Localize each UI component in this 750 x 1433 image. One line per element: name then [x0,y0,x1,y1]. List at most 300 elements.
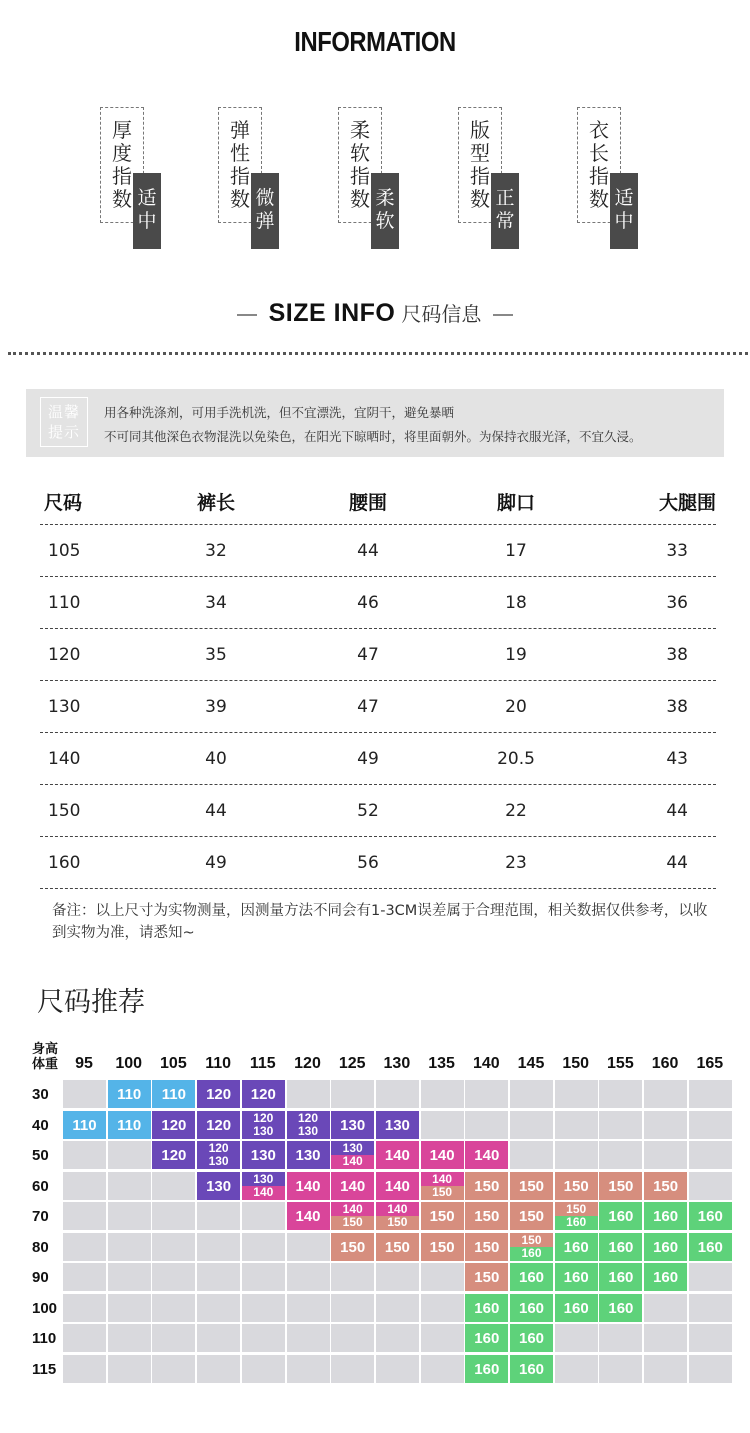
size-cell-value-bottom: 130 [297,1123,319,1138]
size-cell [152,1233,195,1261]
size-cell [108,1324,151,1352]
size-cell [331,1172,374,1200]
size-cell [197,1080,240,1108]
size-cell-value: 160 [518,1299,545,1317]
height-label: 100 [115,1055,143,1072]
size-table-cell: 130 [48,696,81,717]
size-table-cell: 47 [357,696,379,717]
weight-label: 100 [32,1299,58,1317]
size-cell-value-bottom: 130 [208,1154,229,1168]
fabric-index-item [338,107,408,247]
size-cell [421,1294,464,1322]
size-cell-value: 120 [161,1116,187,1134]
size-cell [555,1172,598,1200]
size-cell-value: 160 [518,1269,545,1286]
size-cell-value-top: 130 [342,1141,363,1155]
size-cell [510,1324,553,1352]
size-cell [689,1111,732,1139]
size-cell-value-bottom: 150 [432,1184,453,1199]
fabric-index-item [577,107,647,247]
size-cell [331,1111,374,1139]
size-cell [242,1263,285,1291]
size-cell [555,1080,598,1108]
index-value-badge: 微弹 [251,173,279,249]
weight-label: 50 [32,1147,49,1164]
size-cell [510,1263,553,1291]
size-cell-value: 130 [295,1147,321,1164]
size-cell [599,1355,642,1383]
size-cell [644,1080,687,1108]
size-cell [152,1080,195,1108]
size-table-cell: 44 [205,800,227,821]
size-table-cell: 49 [205,852,227,873]
size-cell [63,1080,106,1108]
size-cell-value: 120 [250,1086,276,1103]
size-cell-value: 160 [697,1238,723,1256]
size-cell-value-top: 140 [342,1202,363,1216]
size-cell [108,1294,151,1322]
tip-stamp: 温馨提示 [40,397,88,447]
size-table-cell: 38 [666,644,688,665]
size-cell [421,1172,464,1200]
size-cell [287,1080,330,1108]
size-cell-value: 110 [161,1086,186,1103]
size-cell [376,1294,419,1322]
size-table [40,478,716,889]
size-table-header-cell: 脚口 [496,491,535,514]
size-cell [689,1080,732,1108]
size-cell-value-top: 140 [432,1171,453,1186]
size-cell-value: 130 [384,1116,410,1134]
size-cell [644,1172,687,1200]
size-cell-value-bottom: 160 [521,1245,542,1260]
size-cell-value-top: 140 [387,1202,408,1216]
size-cell [465,1141,508,1169]
size-cell [197,1233,240,1261]
height-label: 145 [517,1055,545,1072]
size-cell-value-bottom: 150 [342,1215,363,1229]
size-cell [510,1111,553,1139]
index-name: 版型指数 [470,118,490,211]
size-cell [644,1324,687,1352]
size-table-cell: 20 [505,696,527,717]
size-table-header-cell: 尺码 [44,491,83,514]
size-cell [510,1355,553,1383]
size-cell [152,1324,195,1352]
size-cell [152,1141,195,1169]
size-cell-value: 130 [340,1116,366,1134]
size-cell [510,1080,553,1108]
size-cell [465,1355,508,1383]
care-tip-box [26,389,724,457]
size-cell [555,1111,598,1139]
size-cell-value-bottom: 150 [387,1215,408,1229]
index-value-badge: 适中 [610,173,638,249]
size-cell [197,1324,240,1352]
size-cell [63,1111,106,1139]
size-table-row [40,785,716,837]
size-info-title-en: SIZE INFO [268,299,396,327]
size-cell [510,1294,553,1322]
size-cell [108,1111,151,1139]
size-table-cell: 32 [205,540,227,561]
height-label: 115 [249,1055,276,1072]
size-cell [331,1233,374,1261]
size-table-row [40,629,716,681]
weight-label: 115 [32,1360,57,1378]
size-cell [599,1141,642,1169]
size-cell-value: 160 [608,1208,634,1225]
size-cell [108,1263,151,1291]
size-cell-value: 150 [518,1177,545,1195]
size-cell [689,1294,732,1322]
size-cell-value: 160 [608,1269,634,1286]
index-value-badge: 正常 [491,173,519,249]
size-cell [599,1202,642,1230]
size-cell [644,1111,687,1139]
size-cell [465,1263,508,1291]
size-cell [421,1111,464,1139]
size-cell [152,1172,195,1200]
size-table-cell: 23 [505,852,527,873]
size-cell-value: 160 [518,1330,545,1347]
size-cell-value: 160 [697,1208,723,1225]
size-table-cell: 44 [666,800,688,821]
size-table-cell: 47 [357,644,379,665]
size-table-row [40,733,716,785]
size-cell [63,1202,106,1230]
size-table-cell: 52 [357,800,379,821]
fabric-index-item [458,107,528,247]
corner-height-label: 身高 [32,1042,59,1057]
index-name: 厚度指数 [112,118,132,211]
size-cell [465,1202,508,1230]
size-cell [555,1233,598,1261]
index-value-badge: 柔软 [371,173,399,249]
size-table-cell: 160 [48,852,81,873]
size-cell [421,1355,464,1383]
index-name: 衣长指数 [589,118,609,211]
size-cell [376,1202,419,1230]
size-cell [242,1080,285,1108]
size-cell-value: 160 [563,1299,589,1317]
size-table-header-cell: 大腿围 [658,491,716,514]
height-label: 150 [562,1055,590,1072]
size-cell [689,1202,732,1230]
size-table-row [40,837,716,889]
size-cell [287,1324,330,1352]
size-cell [599,1111,642,1139]
size-cell-value: 160 [563,1269,589,1286]
size-cell [197,1263,240,1291]
size-table-cell: 56 [357,852,379,873]
size-cell [376,1233,419,1261]
size-cell [63,1172,106,1200]
size-cell-value: 110 [117,1116,142,1134]
size-cell-value: 110 [117,1086,142,1103]
size-cell [331,1080,374,1108]
height-label: 160 [651,1055,679,1072]
size-cell [152,1202,195,1230]
size-cell [510,1233,553,1261]
size-cell [197,1294,240,1322]
size-cell [421,1080,464,1108]
size-cell-value: 150 [653,1177,679,1195]
size-cell [376,1355,419,1383]
weight-label: 110 [32,1330,57,1347]
size-cell [689,1263,732,1291]
size-info-heading [0,298,750,328]
size-cell [599,1080,642,1108]
size-cell [376,1141,419,1169]
size-cell [197,1172,240,1200]
size-cell-value-top: 150 [521,1232,542,1247]
size-info-title-cn: 尺码信息 [401,302,482,326]
weight-label: 30 [32,1086,49,1103]
size-cell [331,1355,374,1383]
size-cell-value: 150 [474,1238,500,1256]
weight-label: 90 [32,1269,49,1286]
size-cell [376,1080,419,1108]
size-table-row [40,681,716,733]
size-cell [242,1172,285,1200]
size-cell [465,1233,508,1261]
size-cell-value: 160 [474,1330,500,1347]
size-table-cell: 38 [666,696,688,717]
height-label: 130 [383,1055,411,1072]
size-cell [63,1355,106,1383]
size-table-header-cell: 裤长 [196,491,235,514]
size-cell [331,1141,374,1169]
size-table-header-cell: 腰围 [348,491,387,514]
size-cell [689,1355,732,1383]
size-cell [376,1172,419,1200]
size-cell [242,1355,285,1383]
size-cell [108,1355,151,1383]
weight-label: 70 [32,1208,49,1225]
size-cell [689,1172,732,1200]
size-table-cell: 120 [48,644,81,665]
size-cell-value: 160 [608,1238,634,1256]
size-cell-value: 160 [608,1299,634,1317]
size-cell-value: 150 [563,1177,589,1195]
size-table-cell: 20.5 [497,748,535,769]
size-cell-value-top: 150 [566,1202,587,1216]
weight-label: 60 [32,1177,49,1195]
size-cell [644,1294,687,1322]
weight-label: 80 [32,1238,49,1256]
size-table-cell: 34 [205,592,227,613]
size-cell-value-bottom: 140 [253,1184,274,1199]
size-cell-value-top: 120 [253,1110,274,1125]
size-cell-value: 150 [474,1269,500,1286]
size-cell [108,1233,151,1261]
size-cell [242,1111,285,1139]
size-cell-value-top: 120 [208,1141,229,1155]
size-cell [599,1263,642,1291]
height-label: 135 [428,1055,455,1072]
size-cell-value: 120 [161,1147,187,1164]
size-cell [242,1324,285,1352]
height-label: 155 [607,1055,634,1072]
height-label: 110 [205,1055,231,1072]
size-cell [599,1324,642,1352]
size-cell-value: 140 [474,1147,500,1164]
size-cell-value: 150 [474,1177,500,1195]
size-cell-value: 160 [474,1360,500,1378]
size-cell-value: 140 [295,1208,321,1225]
size-cell-value: 160 [474,1299,500,1317]
size-table-cell: 35 [205,644,227,665]
size-cell [376,1263,419,1291]
size-cell-value: 160 [518,1360,545,1378]
size-cell [287,1263,330,1291]
size-cell-value: 140 [384,1147,410,1164]
height-label: 105 [160,1055,187,1072]
size-cell [197,1202,240,1230]
size-cell [510,1172,553,1200]
size-cell [63,1263,106,1291]
size-cell [242,1233,285,1261]
size-cell-value: 160 [563,1238,589,1256]
size-table-header [40,478,716,525]
size-cell [689,1141,732,1169]
size-cell-value: 150 [429,1238,455,1256]
size-cell [510,1202,553,1230]
size-table-cell: 150 [48,800,81,821]
size-cell [421,1233,464,1261]
size-cell [555,1294,598,1322]
size-cell [644,1355,687,1383]
size-recommend-grid [32,1042,727,1392]
height-label: 125 [338,1055,366,1072]
size-table-cell: 44 [357,540,379,561]
size-cell [242,1141,285,1169]
size-cell [644,1202,687,1230]
size-cell-value: 140 [429,1147,455,1164]
size-cell-value: 110 [72,1116,97,1134]
size-table-cell: 49 [357,748,379,769]
size-table-cell: 43 [666,748,688,769]
index-value-badge: 适中 [133,173,161,249]
size-cell-value: 140 [340,1177,366,1195]
size-cell [331,1294,374,1322]
size-cell-value: 120 [206,1116,232,1134]
size-cell [421,1324,464,1352]
index-name: 柔软指数 [350,118,370,211]
size-cell-value: 150 [474,1208,500,1225]
height-label: 95 [75,1055,93,1072]
size-recommend-title: 尺码推荐 [37,987,145,1018]
size-cell [287,1202,330,1230]
size-cell [331,1263,374,1291]
size-cell-value-top: 120 [297,1110,319,1125]
height-label: 140 [472,1055,500,1072]
size-cell [599,1294,642,1322]
size-cell [644,1233,687,1261]
size-table-cell: 46 [357,592,379,613]
size-table-cell: 44 [666,852,688,873]
size-cell [108,1172,151,1200]
size-table-cell: 140 [48,748,81,769]
size-cell-value-top: 130 [253,1171,274,1186]
size-table-cell: 110 [48,592,81,613]
size-table-cell: 33 [666,540,688,561]
size-cell [287,1233,330,1261]
size-table-cell: 39 [205,696,227,717]
size-table-cell: 22 [505,800,527,821]
size-cell [555,1324,598,1352]
fabric-index-item [100,107,170,247]
size-cell-value: 130 [206,1177,232,1195]
size-cell-value: 140 [295,1177,321,1195]
size-cell-value: 150 [384,1238,410,1256]
size-cell [465,1294,508,1322]
size-table-cell: 105 [48,540,81,561]
size-cell [197,1141,240,1169]
size-cell [689,1233,732,1261]
size-note: 备注：以上尺寸为实物测量，因测量方法不同会有1-3CM误差属于合理范围，相关数据仅供参考，以收到实物为准，请悉知~ [52,903,708,941]
tip-line-2: 不可同其他深色衣物混洗以免染色，在阳光下晾晒时，将里面朝外。为保持衣服光泽，不宜久浸。 [104,429,642,444]
size-table-row [40,525,716,577]
size-cell [555,1141,598,1169]
size-cell [63,1294,106,1322]
size-cell-value: 160 [653,1238,679,1256]
size-cell [331,1202,374,1230]
height-label: 120 [294,1055,321,1072]
index-name: 弹性指数 [230,118,250,211]
size-cell-value: 140 [384,1177,410,1195]
size-cell [689,1324,732,1352]
size-cell [152,1111,195,1139]
size-cell [465,1111,508,1139]
heading-dash-left [237,314,257,316]
size-cell [287,1172,330,1200]
size-cell [287,1111,330,1139]
size-cell [63,1141,106,1169]
tip-line-1: 用各种洗涤剂，可用手洗机洗，但不宜漂洗，宜阴干，避免暴晒 [104,405,455,420]
size-cell [152,1263,195,1291]
size-cell [599,1233,642,1261]
height-label: 165 [696,1055,724,1072]
size-cell [242,1294,285,1322]
size-table-cell: 40 [205,748,227,769]
size-cell [108,1080,151,1108]
size-cell [152,1294,195,1322]
size-cell [108,1141,151,1169]
size-table-row [40,577,716,629]
size-cell [555,1355,598,1383]
size-cell [421,1263,464,1291]
size-table-cell: 19 [505,644,527,665]
size-cell-value: 120 [206,1086,232,1103]
size-cell [421,1141,464,1169]
dotted-divider [8,352,748,355]
size-cell [510,1141,553,1169]
size-cell-value-bottom: 130 [253,1123,274,1138]
heading-dash-right [493,314,513,316]
size-cell-value: 130 [250,1147,276,1164]
size-cell [63,1324,106,1352]
size-cell [287,1355,330,1383]
size-cell [242,1202,285,1230]
size-table-cell: 18 [505,592,527,613]
information-title: INFORMATION [294,26,456,57]
size-cell [465,1172,508,1200]
size-cell-value: 150 [608,1177,634,1195]
size-cell [644,1141,687,1169]
size-cell-value-bottom: 160 [566,1215,587,1229]
